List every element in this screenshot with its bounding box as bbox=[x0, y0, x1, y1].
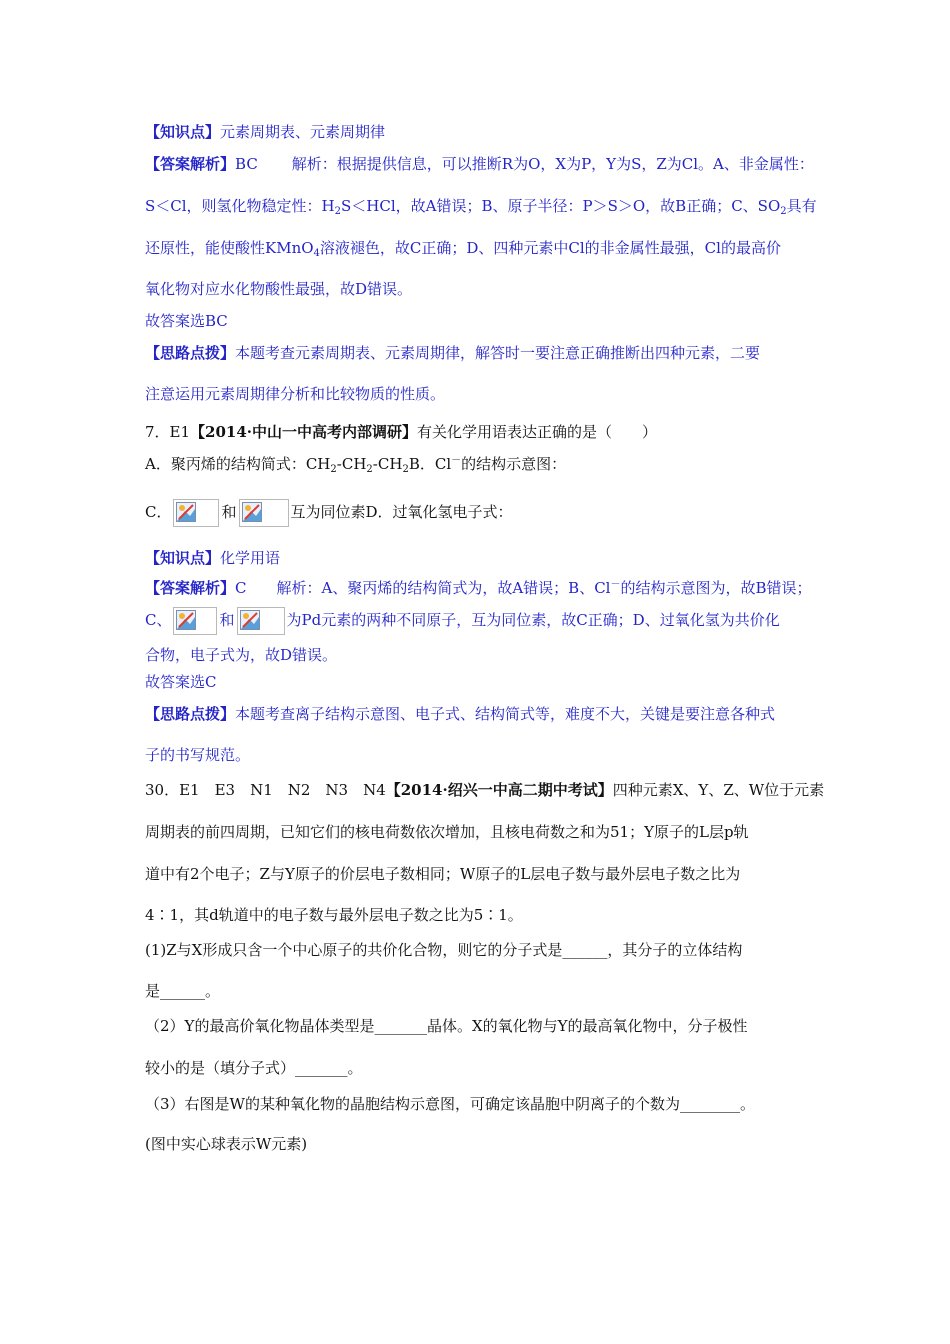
q30-part1-line-1: (1)Z与X形成只含一个中心原子的共价化合物，则它的分子式是______，其分子的立体结构 bbox=[145, 941, 743, 959]
q6-answer-line-2: S＜Cl，则氢化物稳定性：$H_2S<HCl$，故A错误；B、原子半径：P＞S＞O，故B正确；C、$SO_2$具有 bbox=[145, 197, 817, 217]
q7-option-c-d: C． 和 互为同位素D．过氧化氢电子式： bbox=[145, 497, 513, 527]
q6-answer-line-1: 【答案解析】BC 解析：根据提供信息，可以推断R为O，X为P，Y为S，Z为Cl。A、非金属性： bbox=[145, 155, 814, 173]
q30-part2-line-2: 较小的是（填分子式）_______。 bbox=[145, 1059, 363, 1077]
q6-tip-line-2: 注意运用元素周期律分析和比较物质的性质。 bbox=[145, 385, 446, 403]
q7-final-answer: 故答案选C bbox=[145, 673, 217, 691]
q30-stem-line-4: 4∶1，其d轨道中的电子数与最外层电子数之比为5∶1。 bbox=[145, 906, 523, 924]
q30-part3-line-1: （3）右图是W的某种氧化物的晶胞结构示意图，可确定该晶胞中阴离子的个数为________。 bbox=[145, 1095, 755, 1113]
q7-tip-line-1: 【思路点拨】本题考查离子结构示意图、电子式、结构简式等，难度不大，关键是要注意各种式 bbox=[145, 705, 776, 723]
q6-tip-line-1: 【思路点拨】本题考查元素周期表、元素周期律，解答时一要注意正确推断出四种元素，二要 bbox=[145, 344, 761, 362]
q7-answer-line-2: C、 和 为Pd元素的两种不同原子，互为同位素，故C正确；D、过氧化氢为共价化 bbox=[145, 605, 780, 635]
q6-knowledge-point: 【知识点】元素周期表、元素周期律 bbox=[145, 123, 386, 141]
q6-final-answer: 故答案选BC bbox=[145, 312, 228, 330]
broken-image-icon bbox=[173, 499, 219, 527]
broken-image-icon bbox=[173, 607, 217, 635]
q7-knowledge-point: 【知识点】化学用语 bbox=[145, 549, 281, 567]
q7-stem: 7．E1【2014·中山一中高考内部调研】有关化学用语表达正确的是（ ） bbox=[145, 423, 658, 441]
q6-answer-line-3: 还原性，能使酸性KMnO$_4$溶液褪色，故C正确；D、四种元素中Cl的非金属性最强，Cl的最高价 bbox=[145, 239, 781, 259]
q30-part1-line-2: 是______。 bbox=[145, 982, 221, 1000]
q30-part3-line-2: (图中实心球表示W元素) bbox=[145, 1135, 308, 1153]
q7-answer-line-3: 合物，电子式为，故D错误。 bbox=[145, 646, 338, 664]
q7-tip-line-2: 子的书写规范。 bbox=[145, 746, 251, 764]
q30-stem-line-1: 30．E1 E3 N1 N2 N3 N4【2014·绍兴一中高二期中考试】四种元素X、Y、Z、W位于元素 bbox=[145, 781, 825, 799]
q30-stem-line-3: 道中有2个电子；Z与Y原子的价层电子数相同；W原子的L层电子数与最外层电子数之比为 bbox=[145, 865, 741, 883]
q7-option-a-b: A．聚丙烯的结构简式：$CH_2-CH_2-CH_2B$．Cl－的结构示意图： bbox=[145, 455, 567, 475]
q6-answer-line-4: 氧化物对应水化物酸性最强，故D错误。 bbox=[145, 280, 413, 298]
broken-image-icon bbox=[237, 607, 285, 635]
q7-answer-line-1: 【答案解析】C 解析：A、聚丙烯的结构简式为，故A错误；B、Cl－的结构示意图为，故B错误； bbox=[145, 579, 812, 597]
q30-stem-line-2: 周期表的前四周期，已知它们的核电荷数依次增加，且核电荷数之和为51；Y原子的L层p轨 bbox=[145, 823, 749, 841]
broken-image-icon bbox=[239, 499, 289, 527]
q30-part2-line-1: （2）Y的最高价氧化物晶体类型是_______晶体。X的氧化物与Y的最高氧化物中，分子极性 bbox=[145, 1017, 748, 1035]
